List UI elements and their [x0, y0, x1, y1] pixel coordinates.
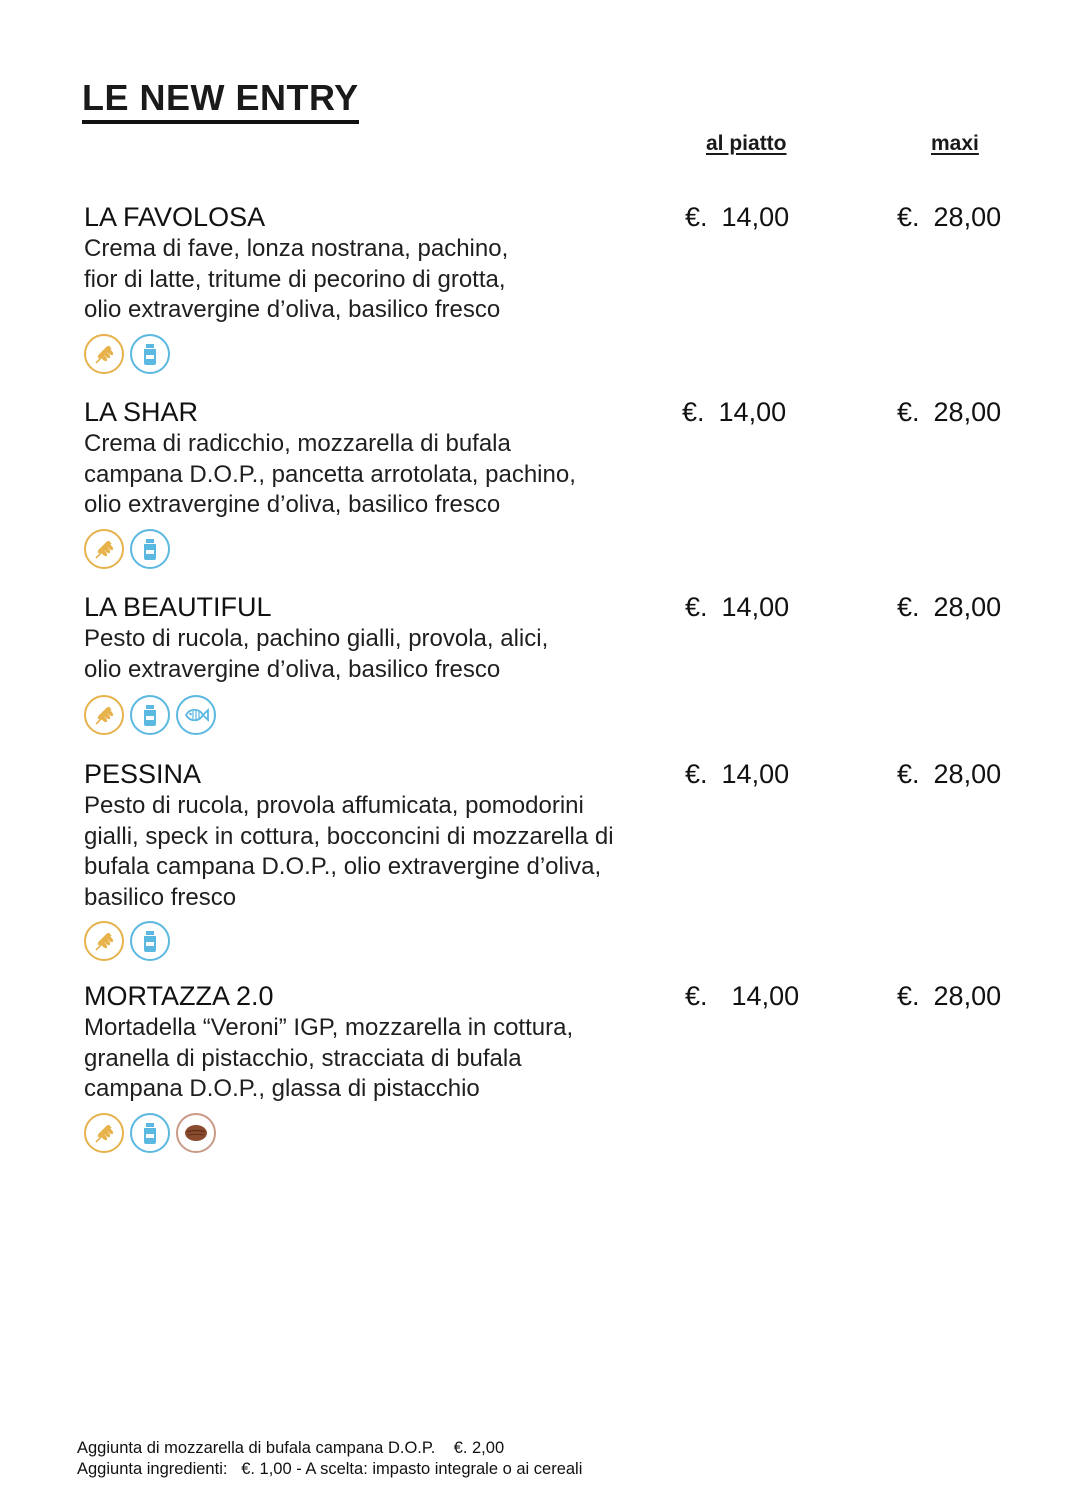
allergen-badges — [84, 529, 1044, 569]
milk-icon — [130, 334, 170, 374]
milk-icon — [130, 695, 170, 735]
currency-symbol: €. — [897, 397, 920, 427]
description-line: Pesto di rucola, pachino gialli, provola, alici, — [84, 625, 549, 652]
description-line: Pesto di rucola, provola affumicata, pomodorini — [84, 792, 584, 819]
milk-icon — [130, 921, 170, 961]
footer-notes — [77, 1438, 582, 1480]
item-name: PESSINA — [84, 759, 202, 789]
description-line: olio extravergine d’oliva, basilico fresco — [84, 296, 501, 323]
price-al-piatto — [682, 396, 786, 428]
menu-item — [84, 201, 1044, 374]
menu-item — [84, 758, 1044, 961]
item-name: MORTAZZA 2.0 — [84, 981, 274, 1011]
allergen-badges — [84, 334, 1044, 374]
price-value: 28,00 — [933, 981, 1002, 1011]
price-value: 28,00 — [933, 397, 1002, 427]
price-al-piatto — [685, 980, 799, 1012]
item-description — [84, 429, 1044, 521]
item-name: LA BEAUTIFUL — [84, 592, 272, 622]
description-line: bufala campana D.O.P., olio extravergine d’oliva, — [84, 853, 602, 880]
item-name: LA FAVOLOSA — [84, 202, 266, 232]
item-description — [84, 1013, 1044, 1105]
item-description — [84, 234, 1044, 326]
footer-line-extra-ingredients: Aggiunta ingredienti: €. 1,00 - A scelta: impasto integrale o ai cereali — [77, 1460, 583, 1478]
price-value: 14,00 — [721, 202, 790, 232]
column-header-maxi: maxi — [931, 132, 979, 155]
currency-symbol: €. — [685, 202, 708, 232]
currency-symbol: €. — [897, 759, 920, 789]
price-maxi — [897, 201, 1001, 233]
price-value: 14,00 — [721, 592, 790, 622]
currency-symbol: €. — [685, 981, 708, 1011]
item-description — [84, 791, 1044, 913]
wheat-icon — [84, 529, 124, 569]
price-value: 28,00 — [933, 202, 1002, 232]
milk-icon — [130, 1113, 170, 1153]
footer-line-extra-mozzarella: Aggiunta di mozzarella di bufala campana D.O.P. €. 2,00 — [77, 1439, 505, 1457]
price-al-piatto — [685, 758, 789, 790]
milk-icon — [130, 529, 170, 569]
wheat-icon — [84, 1113, 124, 1153]
description-line: campana D.O.P., pancetta arrotolata, pachino, — [84, 460, 576, 488]
allergen-badges — [84, 1113, 1044, 1153]
price-maxi — [897, 758, 1001, 790]
wheat-icon — [84, 334, 124, 374]
allergen-badges — [84, 921, 1044, 961]
currency-symbol: €. — [682, 397, 705, 427]
price-value: 28,00 — [933, 759, 1002, 789]
nut-icon — [176, 1113, 216, 1153]
description-line: olio extravergine d’oliva, basilico fresco — [84, 655, 501, 683]
currency-symbol: €. — [897, 981, 920, 1011]
wheat-icon — [84, 695, 124, 735]
item-description — [84, 624, 1044, 685]
currency-symbol: €. — [685, 592, 708, 622]
wheat-icon — [84, 921, 124, 961]
description-line: Mortadella “Veroni” IGP, mozzarella in cottura, — [84, 1014, 574, 1041]
description-line: basilico fresco — [84, 883, 237, 911]
price-maxi — [897, 396, 1001, 428]
price-maxi — [897, 591, 1001, 623]
price-value: 14,00 — [718, 397, 787, 427]
fish-icon — [176, 695, 216, 735]
description-line: Crema di radicchio, mozzarella di bufala — [84, 430, 511, 457]
currency-symbol: €. — [897, 592, 920, 622]
currency-symbol: €. — [897, 202, 920, 232]
description-line: gialli, speck in cottura, bocconcini di mozzarella di — [84, 822, 614, 850]
price-value: 14,00 — [731, 981, 800, 1011]
description-line: olio extravergine d’oliva, basilico fresco — [84, 491, 501, 518]
description-line: granella di pistacchio, stracciata di bufala — [84, 1044, 522, 1072]
price-al-piatto — [685, 201, 789, 233]
price-maxi — [897, 980, 1001, 1012]
price-value: 14,00 — [721, 759, 790, 789]
column-header-al-piatto: al piatto — [706, 132, 787, 155]
menu-item — [84, 396, 1044, 569]
menu-item — [84, 591, 1044, 735]
allergen-badges — [84, 695, 1044, 735]
currency-symbol: €. — [685, 759, 708, 789]
menu-item — [84, 980, 1044, 1153]
price-value: 28,00 — [933, 592, 1002, 622]
description-line: fior di latte, tritume di pecorino di grotta, — [84, 265, 506, 293]
item-name: LA SHAR — [84, 397, 199, 427]
description-line: Crema di fave, lonza nostrana, pachino, — [84, 235, 509, 262]
price-al-piatto — [685, 591, 789, 623]
description-line: campana D.O.P., glassa di pistacchio — [84, 1075, 480, 1102]
page-title: LE NEW ENTRY — [82, 78, 359, 124]
